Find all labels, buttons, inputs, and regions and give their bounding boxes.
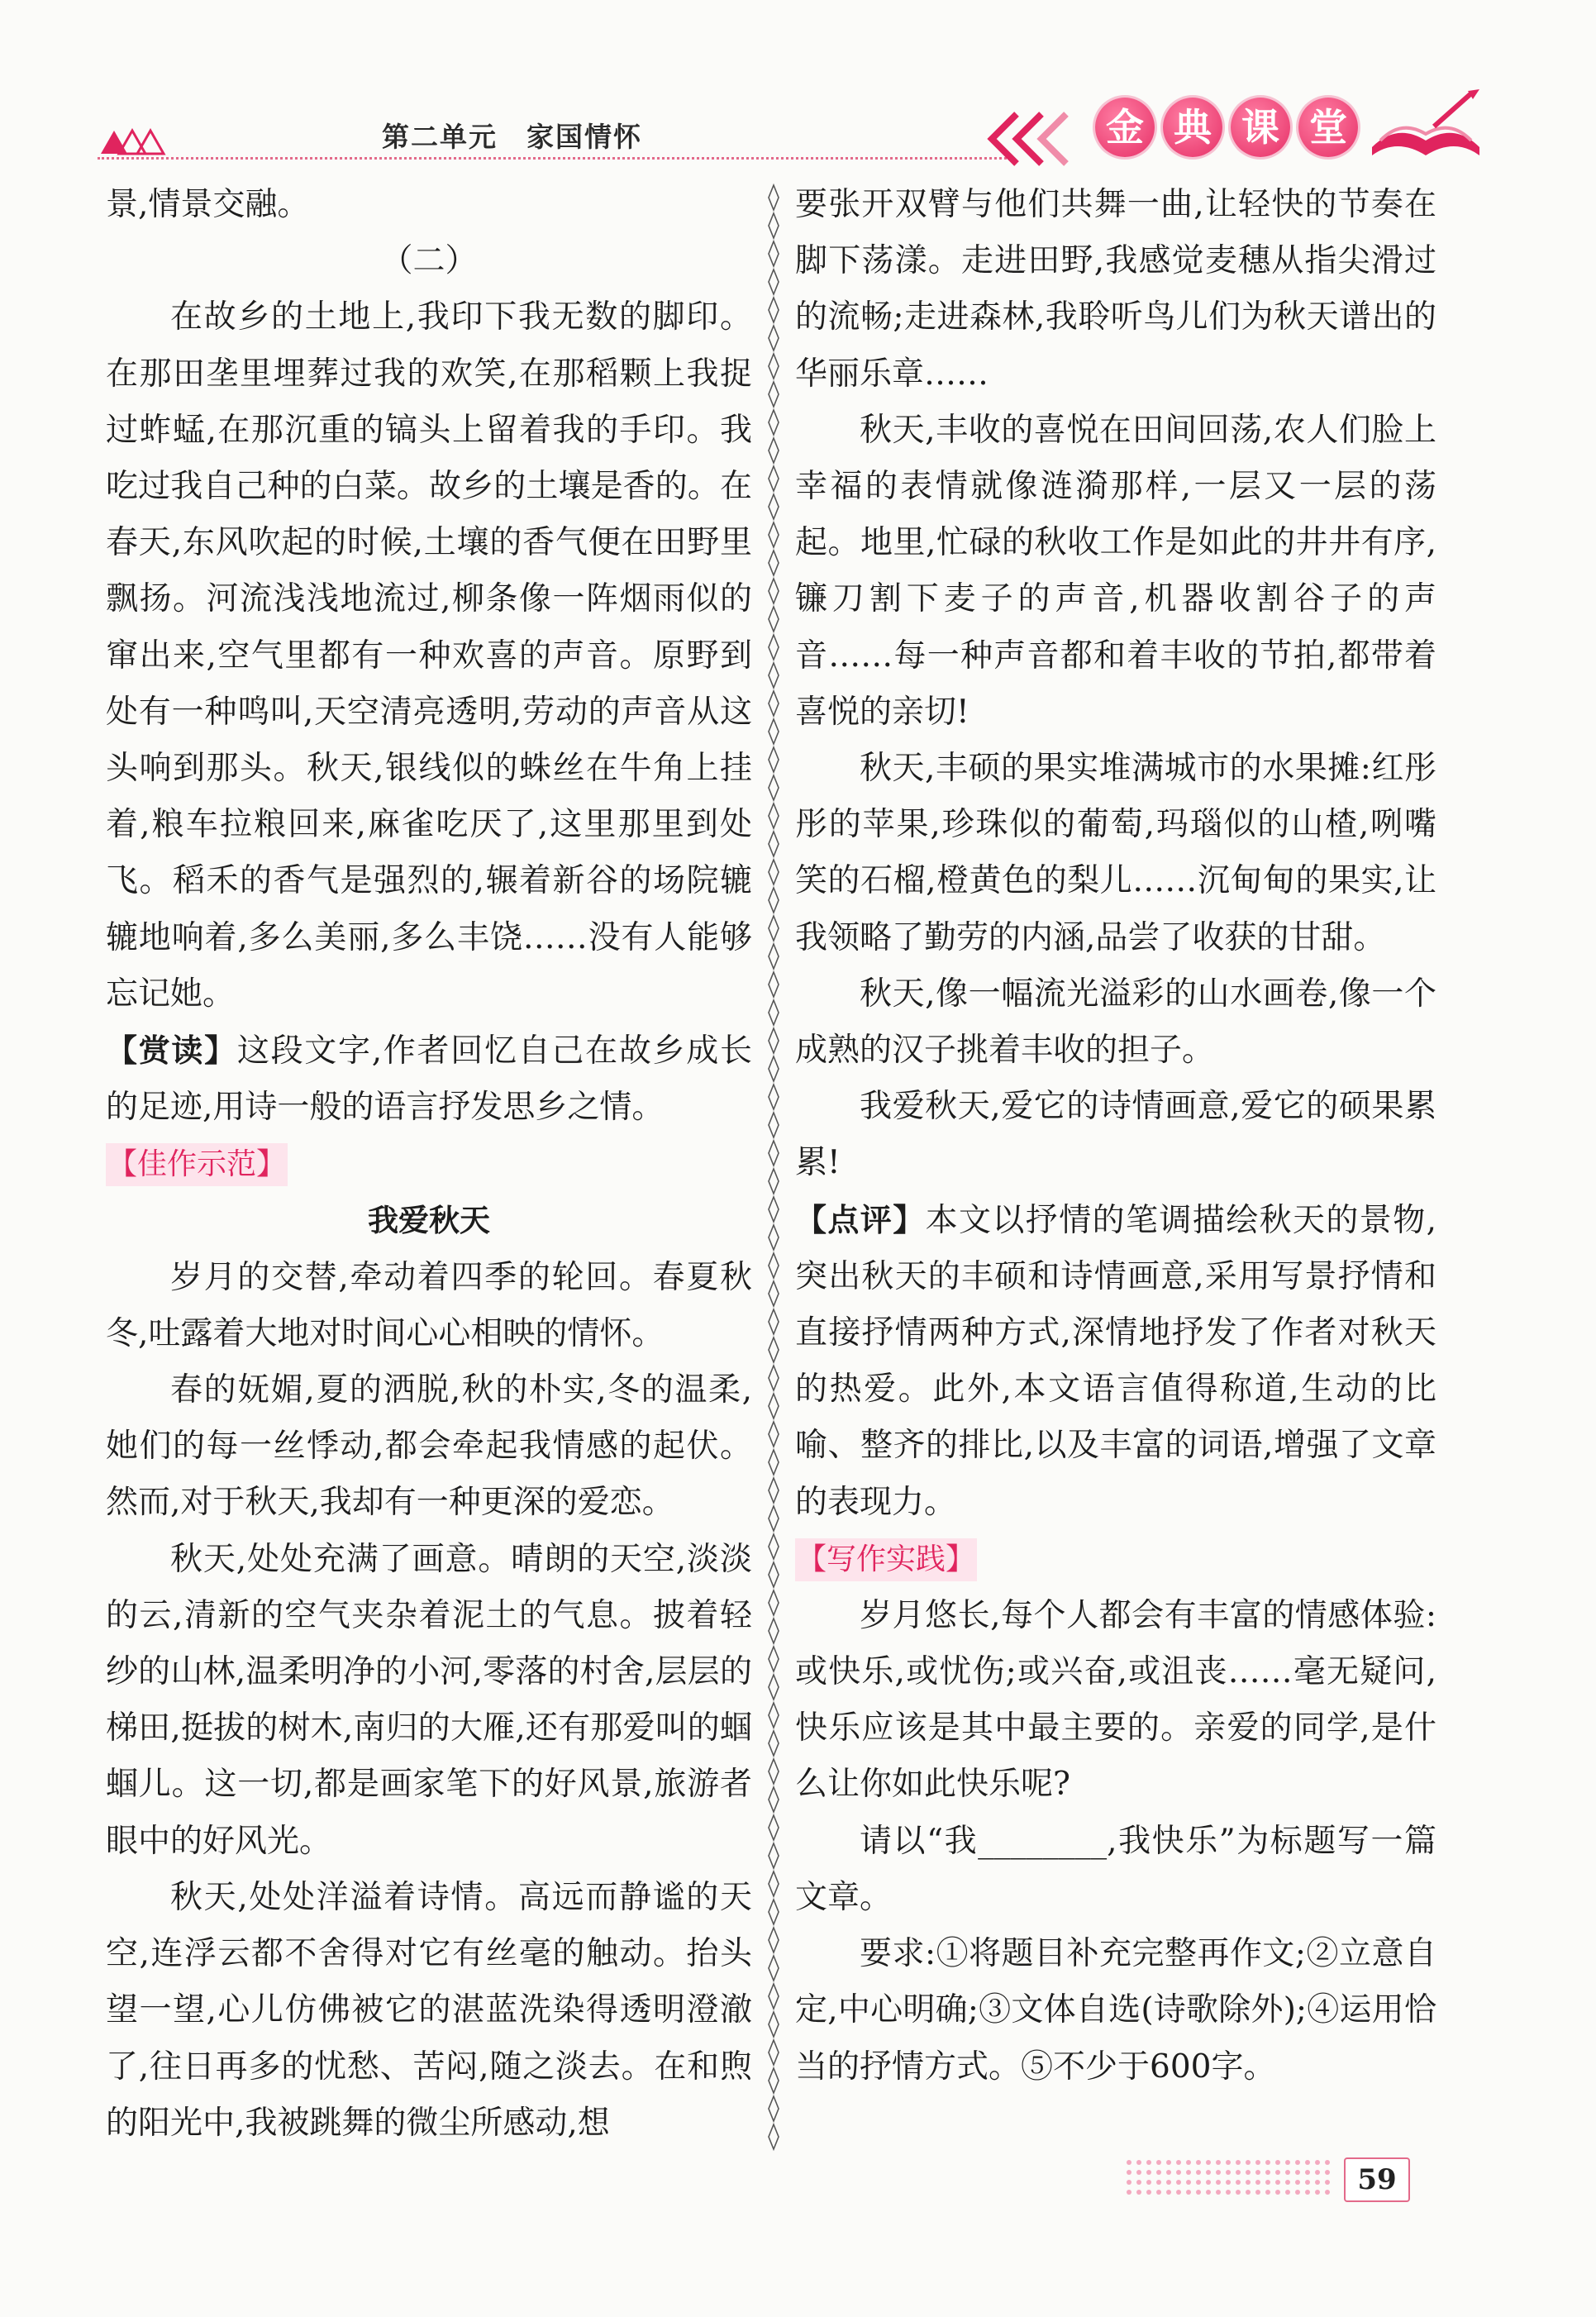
paragraph: 岁月的交替,牵动着四季的轮回。春夏秋冬,吐露着大地对时间心心相映的情怀。 xyxy=(106,1258,752,1352)
appreciation-note xyxy=(106,1023,752,1136)
right-column xyxy=(795,177,1436,2095)
paragraph: 岁月悠长,每个人都会有丰富的情感体验:或快乐,或忧伤;或兴奋,或沮丧……毫无疑问,快乐应该是其中最主要的。亲爱的同学,是什么让你如此快乐呢? xyxy=(795,1596,1436,1804)
section-number: （二） xyxy=(380,242,478,280)
brand-logo xyxy=(1095,98,1358,157)
comment-text: 本文以抒情的笔调描绘秋天的景物,突出秋天的丰硕和诗情画意,采用写景抒情和直接抒情两种方式,深情地抒发了作者对秋天的热爱。此外,本文语言值得称道,生动的比喻、整齐的排比,以及丰富的词语,增强了文章的表现力。 xyxy=(795,1201,1436,1521)
paragraph: 要张开双臂与他们共舞一曲,让轻快的节奏在脚下荡漾。走进田野,我感觉麦穗从指尖滑过的流畅;走进森林,我聆听鸟儿们为秋天谱出的华丽乐章…… xyxy=(795,186,1436,393)
paragraph: 秋天,像一幅流光溢彩的山水画卷,像一个成熟的汉子挑着丰收的担子。 xyxy=(795,975,1436,1070)
dot-pattern-icon xyxy=(1124,2157,1331,2199)
paragraph: 秋天,丰收的喜悦在田间回荡,农人们脸上幸福的表情就像涟漪那样,一层又一层的荡起。地里,忙碌的秋收工作是如此的井井有序,镰刀割下麦子的声音,机器收割谷子的声音……每一种声音都和着丰收的节拍,都带着喜悦的亲切! xyxy=(795,411,1436,731)
paragraph: 我爱秋天,爱它的诗情画意,爱它的硕果累累! xyxy=(795,1088,1436,1182)
essay-title: 我爱秋天 xyxy=(368,1203,490,1239)
column-divider xyxy=(767,184,780,2151)
book-pen-icon xyxy=(1364,89,1488,164)
chevron-left-icon xyxy=(984,106,1091,172)
paragraph: 秋天,处处充满了画意。晴朗的天空,淡淡的云,清新的空气夹杂着泥土的气息。披着轻纱的山林,温柔明净的小河,零落的村舍,层层的梯田,挺拔的树木,南归的大雁,还有那爱叫的蝈蝈儿。这一切,都是画家笔下的好风景,旅游者眼中的好风光。 xyxy=(106,1540,752,1860)
writing-prompt: 请以“我________,我快乐”为标题写一篇文章。 xyxy=(795,1822,1436,1916)
unit-title: 第二单元 家国情怀 xyxy=(382,121,642,153)
model-essay-tag: 【佳作示范】 xyxy=(106,1143,288,1186)
writing-requirements: 要求:①将题目补充完整再作文;②立意自定,中心明确;③文体自选(诗歌除外);④运用恰当的抒情方式。⑤不少于600字。 xyxy=(795,1935,1436,2086)
brand-char: 课 xyxy=(1231,98,1290,157)
paragraph: 在故乡的土地上,我印下我无数的脚印。在那田垄里埋葬过我的欢笑,在那稻颗上我捉过蚱蜢,在那沉重的镐头上留着我的手印。我吃过我自己种的白菜。故乡的土壤是香的。在春天,东风吹起的时候,土壤的香气便在田野里飘扬。河流浅浅地流过,柳条像一阵烟雨似的窜出来,空气里都有一种欢喜的声音。原野到处有一种鸣叫,天空清亮透明,劳动的声音从这头响到那头。秋天,银线似的蛛丝在牛角上挂着,粮车拉粮回来,麻雀吃厌了,这里那里到处飞。稻禾的香气是强烈的,辗着新谷的场院辘辘地响着,多么美丽,多么丰饶……没有人能够忘记她。 xyxy=(106,298,752,1013)
appreciation-label: 【赏读】 xyxy=(106,1032,237,1070)
paragraph: 秋天,丰硕的果实堆满城市的水果摊:红彤彤的苹果,珍珠似的葡萄,玛瑙似的山楂,咧嘴笑的石榴,橙黄色的梨儿……沉甸甸的果实,让我领略了勤劳的内涵,品尝了收获的甘甜。 xyxy=(795,750,1436,956)
brand-char: 金 xyxy=(1095,98,1155,157)
triangle-ornament-icon xyxy=(101,124,167,157)
paragraph: 秋天,处处洋溢着诗情。高远而静谧的天空,连浮云都不舍得对它有丝毫的触动。抬头望一望,心儿仿佛被它的湛蓝洗染得透明澄澈了,往日再多的忧愁、苦闷,随之淡去。在和煦的阳光中,我被跳舞的微尘所感动,想 xyxy=(106,1878,752,2142)
writing-practice-tag: 【写作实践】 xyxy=(795,1538,977,1581)
header-divider xyxy=(98,157,1007,160)
comment-label: 【点评】 xyxy=(795,1201,926,1238)
comment-note xyxy=(795,1192,1436,1531)
brand-char: 堂 xyxy=(1298,98,1358,157)
page-header xyxy=(0,0,1596,182)
appreciation-text: 这段文字,作者回忆自己在故乡成长的足迹,用诗一般的语言抒发思乡之情。 xyxy=(106,1032,752,1127)
page-number: 59 xyxy=(1344,2157,1410,2202)
paragraph: 景,情景交融。 xyxy=(106,186,310,223)
paragraph: 春的妩媚,夏的洒脱,秋的朴实,冬的温柔,她们的每一丝悸动,都会牵起我情感的起伏。然而,对于秋天,我却有一种更深的爱恋。 xyxy=(106,1371,752,1522)
brand-char: 典 xyxy=(1163,98,1222,157)
left-column xyxy=(106,177,752,2152)
